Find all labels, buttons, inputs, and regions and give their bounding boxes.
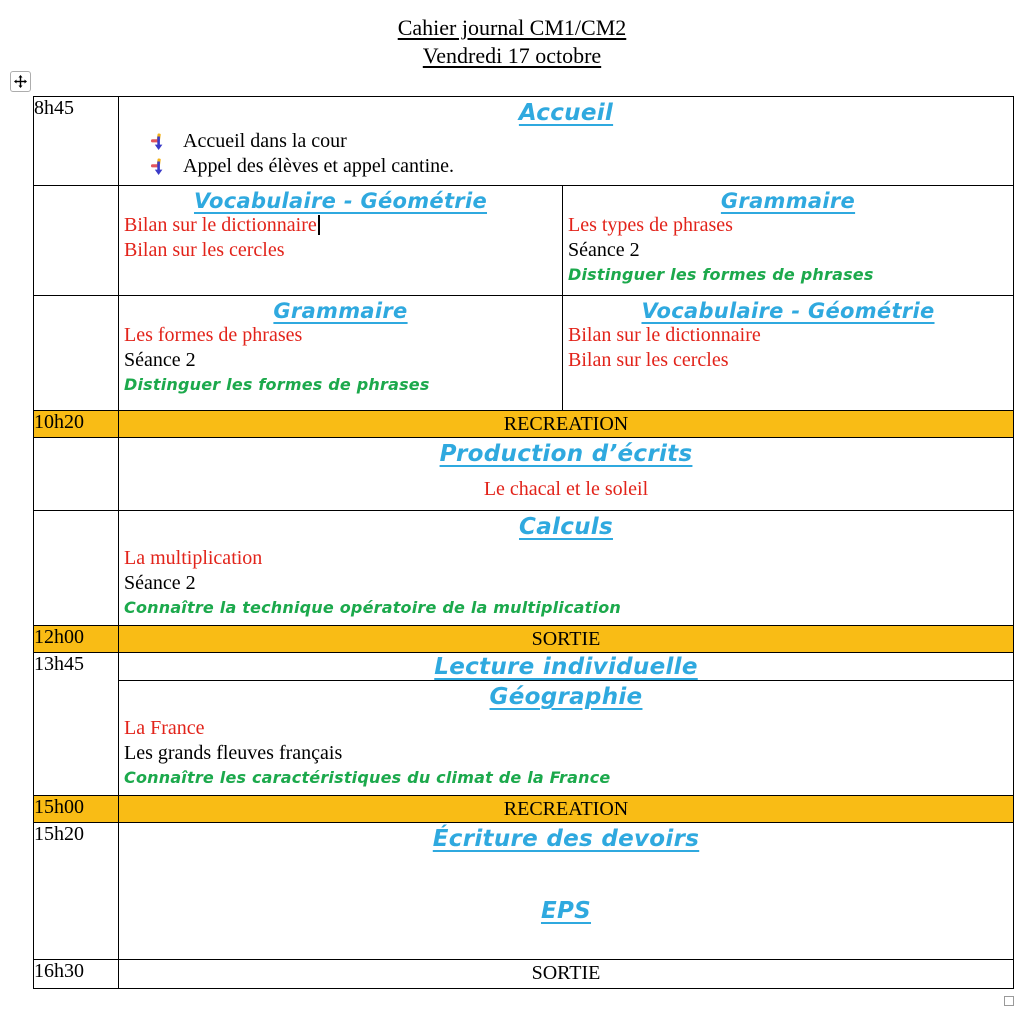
time-label: 8h45 <box>34 97 74 119</box>
slot1-left-cell[interactable] <box>119 186 563 296</box>
time-cell-12h00[interactable]: 12h00 <box>34 626 119 653</box>
bullet-text: Appel des élèves et appel cantine. <box>183 155 454 177</box>
time-cell-15h20[interactable]: 15h20 <box>34 823 119 960</box>
subject-heading: Accueil <box>518 100 614 126</box>
subject-heading: Production d’écrits <box>439 441 693 467</box>
lesson-line: Le chacal et le soleil <box>483 478 649 500</box>
objective-line: Distinguer les formes de phrases <box>568 265 874 284</box>
time-cell-empty[interactable] <box>34 186 119 296</box>
subject-heading: Calculs <box>519 514 613 540</box>
objective-line: Distinguer les formes de phrases <box>124 375 430 394</box>
lesson-line: Séance 2 <box>124 572 196 594</box>
lesson-line: La France <box>124 717 205 739</box>
band-label: SORTIE <box>531 962 601 984</box>
table-resize-handle[interactable] <box>1004 996 1014 1006</box>
lesson-line: Les types de phrases <box>568 214 733 236</box>
sortie-cell[interactable] <box>119 960 1014 989</box>
slot2-right-cell[interactable] <box>563 296 1014 411</box>
subject-heading: EPS <box>540 898 592 924</box>
band-label: RECREATION <box>503 413 629 435</box>
subject-heading: Grammaire <box>720 189 856 213</box>
lecture-cell[interactable] <box>119 653 1014 681</box>
slot1-right-cell[interactable] <box>563 186 1014 296</box>
subject-heading: Vocabulaire - Géométrie <box>193 189 488 213</box>
production-cell[interactable] <box>119 438 1014 511</box>
time-cell-empty[interactable] <box>34 296 119 411</box>
objective-line: Connaître les caractéristiques du climat de la France <box>124 768 611 787</box>
page-subtitle[interactable]: Vendredi 17 octobre <box>422 43 602 68</box>
lesson-line: Les grands fleuves français <box>124 742 343 764</box>
calculs-cell[interactable] <box>119 511 1014 626</box>
lesson-line: Bilan sur le dictionnaire <box>568 324 761 346</box>
document-header <box>0 14 1024 70</box>
lesson-line: Séance 2 <box>568 239 640 261</box>
lesson-line: Bilan sur les cercles <box>124 239 285 261</box>
subject-heading: Vocabulaire - Géométrie <box>641 299 935 323</box>
lesson-line: Bilan sur les cercles <box>568 349 729 371</box>
subject-heading: Lecture individuelle <box>434 654 698 680</box>
move-icon <box>14 75 27 88</box>
geographie-cell[interactable] <box>119 681 1014 796</box>
accueil-cell[interactable] <box>119 97 1014 186</box>
lesson-line: Les formes de phrases <box>124 324 303 346</box>
time-cell-10h20[interactable]: 10h20 <box>34 411 119 438</box>
recreation-band-cell[interactable] <box>119 796 1014 823</box>
band-label: SORTIE <box>531 628 601 650</box>
slot2-left-cell[interactable] <box>119 296 563 411</box>
lesson-line: Séance 2 <box>124 349 196 371</box>
time-cell-empty[interactable] <box>34 438 119 511</box>
subject-heading: Géographie <box>489 684 643 710</box>
recreation-band-cell[interactable] <box>119 411 1014 438</box>
sortie-band-cell[interactable] <box>119 626 1014 653</box>
schedule-table <box>33 96 1014 989</box>
lesson-line: Bilan sur le dictionnaire <box>119 213 562 238</box>
time-cell-8h45[interactable] <box>34 97 119 186</box>
band-label: RECREATION <box>503 798 629 820</box>
time-cell-16h30[interactable]: 16h30 <box>34 960 119 989</box>
bullet-item[interactable] <box>150 154 1013 178</box>
text-cursor <box>318 215 320 235</box>
fin-journee-cell[interactable] <box>119 823 1014 960</box>
bullet-text: Accueil dans la cour <box>183 130 347 152</box>
subject-heading: Écriture des devoirs <box>432 826 700 852</box>
time-cell-15h00[interactable]: 15h00 <box>34 796 119 823</box>
time-cell-empty[interactable] <box>34 511 119 626</box>
subject-heading: Grammaire <box>273 299 408 323</box>
time-cell-13h45[interactable]: 13h45 <box>34 653 119 796</box>
colored-dart-bullet-icon <box>150 133 167 150</box>
objective-line: Connaître la technique opératoire de la multiplication <box>124 598 621 617</box>
bullet-item[interactable] <box>150 129 1013 153</box>
colored-dart-bullet-icon <box>150 158 167 175</box>
page-title[interactable]: Cahier journal CM1/CM2 <box>397 15 627 40</box>
table-move-handle[interactable] <box>10 71 31 92</box>
lesson-line: La multiplication <box>124 547 263 569</box>
